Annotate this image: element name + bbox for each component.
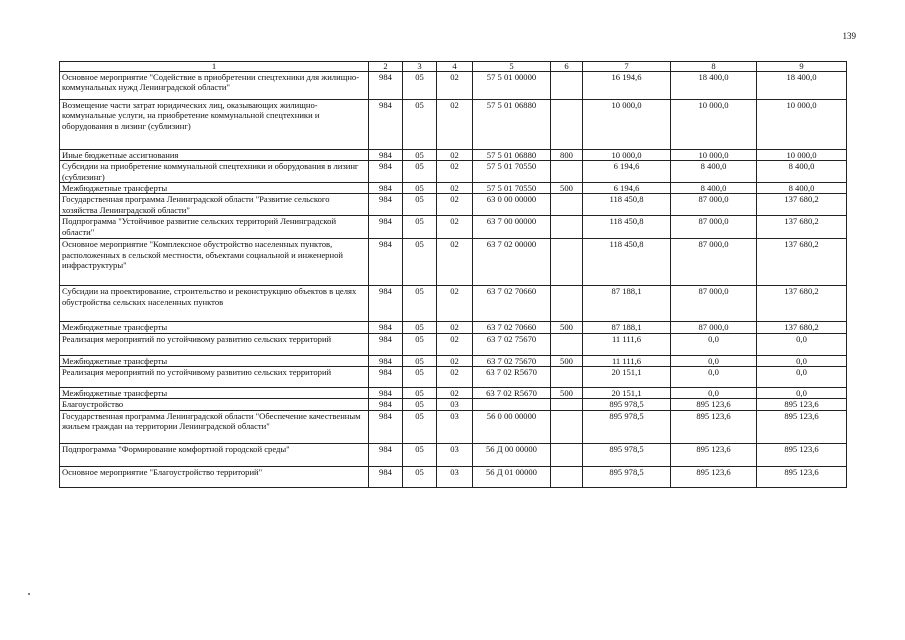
row-expense-type [551, 366, 583, 387]
row-subsection: 03 [437, 466, 473, 487]
table-row [60, 466, 847, 487]
row-amount-col7: 20 151,1 [583, 387, 671, 398]
row-amount-col8: 8 400,0 [671, 182, 757, 193]
row-target-article: 63 7 02 70660 [473, 322, 551, 333]
row-name: Межбюджетные трансферты [60, 387, 369, 398]
table-row [60, 410, 847, 443]
row-admin-code: 984 [369, 333, 403, 355]
row-admin-code: 984 [369, 399, 403, 410]
row-subsection: 02 [437, 216, 473, 239]
row-name: Благоустройство [60, 399, 369, 410]
row-admin-code: 984 [369, 182, 403, 193]
row-expense-type [551, 399, 583, 410]
row-name: Межбюджетные трансферты [60, 355, 369, 366]
header-cell: 7 [583, 62, 671, 72]
table-row [60, 322, 847, 333]
row-amount-col9: 137 680,2 [757, 194, 847, 216]
row-amount-col7: 11 111,6 [583, 333, 671, 355]
row-amount-col9: 895 123,6 [757, 443, 847, 466]
row-amount-col9: 137 680,2 [757, 322, 847, 333]
row-amount-col9: 0,0 [757, 366, 847, 387]
row-expense-type [551, 286, 583, 322]
row-section: 05 [403, 182, 437, 193]
row-admin-code: 984 [369, 466, 403, 487]
row-amount-col7: 895 978,5 [583, 410, 671, 443]
row-admin-code: 984 [369, 239, 403, 286]
row-section: 05 [403, 466, 437, 487]
row-admin-code: 984 [369, 150, 403, 161]
row-amount-col7: 10 000,0 [583, 150, 671, 161]
row-admin-code: 984 [369, 194, 403, 216]
row-amount-col9: 10 000,0 [757, 100, 847, 150]
row-amount-col7: 11 111,6 [583, 355, 671, 366]
row-target-article: 56 Д 01 00000 [473, 466, 551, 487]
row-expense-type: 500 [551, 322, 583, 333]
row-amount-col7: 87 188,1 [583, 286, 671, 322]
row-name: Основное мероприятие "Комплексное обустройство населенных пунктов, расположенных в сельской местности, объектами социальной и инженерной инфраструктуры" [60, 239, 369, 286]
row-name: Субсидии на приобретение коммунальной спецтехники и оборудования в лизинг (сублизинг) [60, 161, 369, 183]
row-section: 05 [403, 410, 437, 443]
row-amount-col9: 10 000,0 [757, 150, 847, 161]
row-section: 05 [403, 194, 437, 216]
row-target-article: 57 5 01 06880 [473, 100, 551, 150]
header-row [60, 62, 847, 72]
row-amount-col7: 20 151,1 [583, 366, 671, 387]
row-name: Возмещение части затрат юридических лиц, оказывающих жилищно-коммунальные услуги, на приобретение коммунальной спецтехники и оборудования в лизинг (сублизинг) [60, 100, 369, 150]
row-amount-col7: 895 978,5 [583, 443, 671, 466]
row-expense-type [551, 443, 583, 466]
row-section: 05 [403, 333, 437, 355]
row-target-article: 57 5 01 70550 [473, 182, 551, 193]
table-row [60, 443, 847, 466]
row-amount-col7: 895 978,5 [583, 466, 671, 487]
row-amount-col9: 0,0 [757, 387, 847, 398]
row-target-article: 63 7 02 R5670 [473, 387, 551, 398]
table-row [60, 286, 847, 322]
row-admin-code: 984 [369, 443, 403, 466]
table-row [60, 194, 847, 216]
row-admin-code: 984 [369, 286, 403, 322]
row-expense-type: 500 [551, 355, 583, 366]
row-amount-col8: 18 400,0 [671, 72, 757, 100]
scan-speck [28, 593, 30, 595]
row-section: 05 [403, 100, 437, 150]
row-target-article: 56 0 00 00000 [473, 410, 551, 443]
row-amount-col7: 118 450,8 [583, 216, 671, 239]
row-amount-col9: 137 680,2 [757, 216, 847, 239]
row-amount-col9: 18 400,0 [757, 72, 847, 100]
row-amount-col7: 6 194,6 [583, 182, 671, 193]
table-row [60, 355, 847, 366]
budget-table [59, 61, 847, 488]
row-name: Субсидии на проектирование, строительство и реконструкцию объектов в целях обустройства сельских населенных пунктов [60, 286, 369, 322]
row-expense-type [551, 410, 583, 443]
row-expense-type [551, 239, 583, 286]
table-row [60, 366, 847, 387]
row-amount-col8: 87 000,0 [671, 322, 757, 333]
row-amount-col8: 895 123,6 [671, 410, 757, 443]
header-cell: 9 [757, 62, 847, 72]
row-subsection: 02 [437, 333, 473, 355]
table-row [60, 72, 847, 100]
row-amount-col8: 0,0 [671, 333, 757, 355]
row-name: Реализация мероприятий по устойчивому развитию сельских территорий [60, 333, 369, 355]
row-target-article: 57 5 01 00000 [473, 72, 551, 100]
row-section: 05 [403, 399, 437, 410]
row-amount-col7: 118 450,8 [583, 239, 671, 286]
row-amount-col7: 10 000,0 [583, 100, 671, 150]
row-amount-col7: 6 194,6 [583, 161, 671, 183]
row-section: 05 [403, 72, 437, 100]
row-amount-col8: 0,0 [671, 366, 757, 387]
row-expense-type [551, 466, 583, 487]
row-amount-col9: 0,0 [757, 333, 847, 355]
row-target-article: 63 0 00 00000 [473, 194, 551, 216]
row-amount-col8: 8 400,0 [671, 161, 757, 183]
row-target-article [473, 399, 551, 410]
row-subsection: 02 [437, 366, 473, 387]
row-section: 05 [403, 239, 437, 286]
row-name: Иные бюджетные ассигнования [60, 150, 369, 161]
row-expense-type [551, 100, 583, 150]
row-amount-col9: 895 123,6 [757, 399, 847, 410]
row-section: 05 [403, 355, 437, 366]
row-amount-col8: 10 000,0 [671, 150, 757, 161]
row-expense-type [551, 161, 583, 183]
header-cell: 3 [403, 62, 437, 72]
row-target-article: 63 7 02 75670 [473, 333, 551, 355]
row-amount-col8: 10 000,0 [671, 100, 757, 150]
row-amount-col8: 0,0 [671, 387, 757, 398]
row-target-article: 56 Д 00 00000 [473, 443, 551, 466]
row-name: Государственная программа Ленинградской области "Развитие сельского хозяйства Ленинградской области" [60, 194, 369, 216]
row-section: 05 [403, 286, 437, 322]
table-row [60, 161, 847, 183]
row-subsection: 02 [437, 150, 473, 161]
table-row [60, 399, 847, 410]
row-admin-code: 984 [369, 410, 403, 443]
row-expense-type: 800 [551, 150, 583, 161]
row-section: 05 [403, 322, 437, 333]
header-cell: 5 [473, 62, 551, 72]
table-row [60, 100, 847, 150]
row-name: Реализация мероприятий по устойчивому развитию сельских территорий [60, 366, 369, 387]
row-name: Подпрограмма "Формирование комфортной городской среды" [60, 443, 369, 466]
row-name: Межбюджетные трансферты [60, 182, 369, 193]
row-section: 05 [403, 161, 437, 183]
table-row [60, 216, 847, 239]
row-section: 05 [403, 387, 437, 398]
row-amount-col7: 16 194,6 [583, 72, 671, 100]
row-admin-code: 984 [369, 387, 403, 398]
table-row [60, 150, 847, 161]
header-cell: 6 [551, 62, 583, 72]
row-amount-col8: 895 123,6 [671, 399, 757, 410]
row-amount-col8: 87 000,0 [671, 216, 757, 239]
row-amount-col9: 895 123,6 [757, 410, 847, 443]
row-expense-type: 500 [551, 182, 583, 193]
row-name: Основное мероприятие "Содействие в приобретении спецтехники для жилищно-коммунальных нужд Ленинградской области" [60, 72, 369, 100]
row-section: 05 [403, 150, 437, 161]
row-amount-col9: 0,0 [757, 355, 847, 366]
row-expense-type [551, 216, 583, 239]
row-amount-col8: 87 000,0 [671, 239, 757, 286]
row-target-article: 63 7 02 R5670 [473, 366, 551, 387]
row-subsection: 02 [437, 72, 473, 100]
row-expense-type: 500 [551, 387, 583, 398]
row-subsection: 02 [437, 161, 473, 183]
row-target-article: 57 5 01 06880 [473, 150, 551, 161]
row-subsection: 02 [437, 239, 473, 286]
row-subsection: 02 [437, 194, 473, 216]
row-admin-code: 984 [369, 322, 403, 333]
row-target-article: 63 7 00 00000 [473, 216, 551, 239]
row-expense-type [551, 194, 583, 216]
page-number: 139 [842, 31, 856, 41]
row-expense-type [551, 72, 583, 100]
row-name: Государственная программа Ленинградской области "Обеспечение качественным жильем граждан на территории Ленинградской области" [60, 410, 369, 443]
row-amount-col8: 895 123,6 [671, 443, 757, 466]
row-amount-col9: 8 400,0 [757, 161, 847, 183]
row-admin-code: 984 [369, 355, 403, 366]
row-name: Межбюджетные трансферты [60, 322, 369, 333]
row-amount-col8: 895 123,6 [671, 466, 757, 487]
header-cell: 8 [671, 62, 757, 72]
row-admin-code: 984 [369, 72, 403, 100]
table-row [60, 387, 847, 398]
row-subsection: 02 [437, 355, 473, 366]
row-subsection: 02 [437, 286, 473, 322]
row-subsection: 02 [437, 322, 473, 333]
row-amount-col8: 0,0 [671, 355, 757, 366]
row-section: 05 [403, 443, 437, 466]
table-row [60, 333, 847, 355]
row-amount-col9: 137 680,2 [757, 286, 847, 322]
row-name: Подпрограмма "Устойчивое развитие сельских территорий Ленинградской области" [60, 216, 369, 239]
row-amount-col8: 87 000,0 [671, 194, 757, 216]
row-target-article: 63 7 02 75670 [473, 355, 551, 366]
row-amount-col7: 895 978,5 [583, 399, 671, 410]
row-subsection: 03 [437, 399, 473, 410]
header-cell: 2 [369, 62, 403, 72]
row-subsection: 02 [437, 182, 473, 193]
row-amount-col9: 137 680,2 [757, 239, 847, 286]
row-amount-col7: 118 450,8 [583, 194, 671, 216]
row-admin-code: 984 [369, 161, 403, 183]
row-admin-code: 984 [369, 366, 403, 387]
header-cell: 1 [60, 62, 369, 72]
row-amount-col9: 8 400,0 [757, 182, 847, 193]
table-row [60, 182, 847, 193]
row-section: 05 [403, 366, 437, 387]
row-admin-code: 984 [369, 216, 403, 239]
row-target-article: 63 7 02 00000 [473, 239, 551, 286]
row-subsection: 03 [437, 410, 473, 443]
row-target-article: 63 7 02 70660 [473, 286, 551, 322]
row-amount-col8: 87 000,0 [671, 286, 757, 322]
row-admin-code: 984 [369, 100, 403, 150]
row-amount-col9: 895 123,6 [757, 466, 847, 487]
table-row [60, 239, 847, 286]
row-target-article: 57 5 01 70550 [473, 161, 551, 183]
row-expense-type [551, 333, 583, 355]
row-section: 05 [403, 216, 437, 239]
header-cell: 4 [437, 62, 473, 72]
row-name: Основное мероприятие "Благоустройство территорий" [60, 466, 369, 487]
row-subsection: 02 [437, 387, 473, 398]
row-amount-col7: 87 188,1 [583, 322, 671, 333]
row-subsection: 02 [437, 100, 473, 150]
row-subsection: 03 [437, 443, 473, 466]
